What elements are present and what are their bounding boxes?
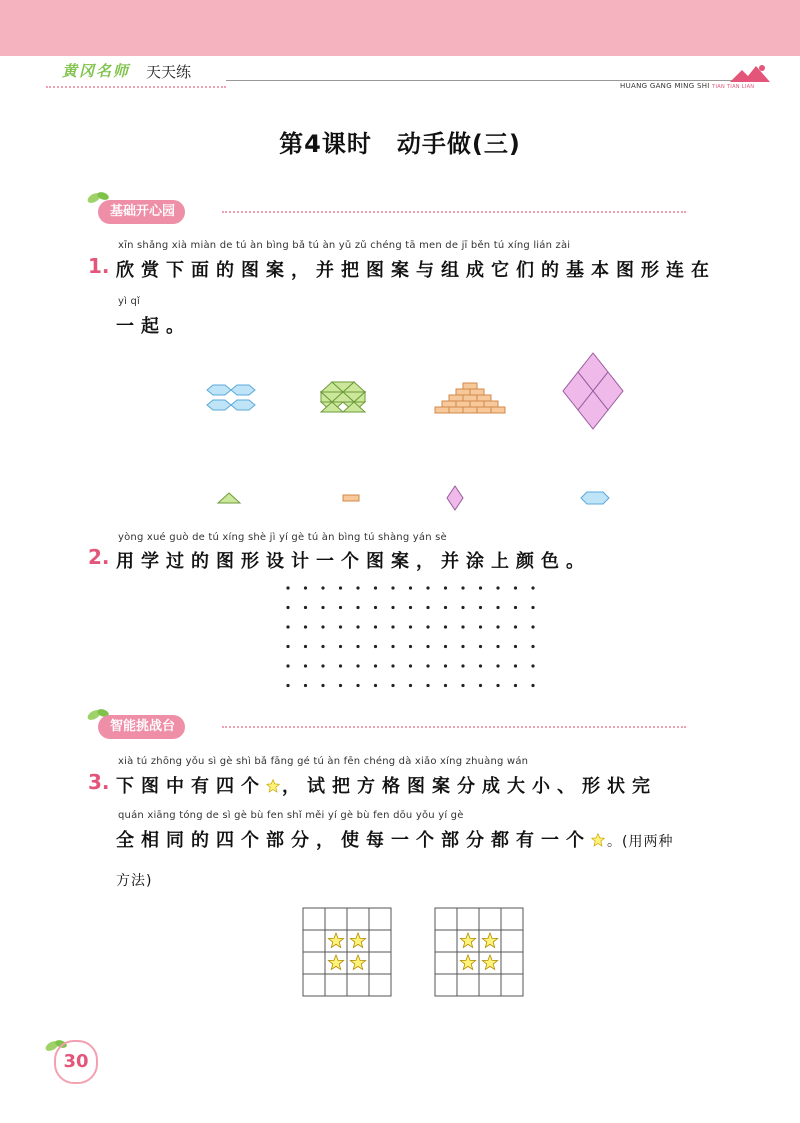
grid-dot [304,664,307,667]
grid-cell[interactable] [501,952,523,974]
grid-dot [356,625,359,628]
grid-dot [444,645,447,648]
grid-dot [531,606,534,609]
grid-dot [426,664,429,667]
grid-dot [321,586,324,589]
grid-cell[interactable] [303,908,325,930]
grid-dot [496,606,499,609]
grid-dot [426,586,429,589]
section-tag-basic: 基础开心园 [98,200,185,224]
basic-rectangle-shape [343,495,359,501]
brand-subtitle: 天天练 [146,63,192,81]
grid-dot [496,645,499,648]
grid-dot [286,586,289,589]
grid-cell[interactable] [501,908,523,930]
q1-text-line2: 一起。 [116,316,191,337]
grid-dot [391,645,394,648]
q3-text-line1-part2: ，试把方格图案分成大小、形状完 [282,776,657,797]
q3-text-line2-part1: 全相同的四个部分，使每一个部分都有一个 [116,830,591,851]
grid-cell[interactable] [435,930,457,952]
grid-dot [409,645,412,648]
grid-cell[interactable] [457,974,479,996]
grid-dot [409,586,412,589]
grid-dot [304,684,307,687]
q3-text-line2 [116,826,673,852]
grid-dot [531,625,534,628]
grid-dot [479,645,482,648]
top-pink-band [0,0,800,56]
grid-cell[interactable] [303,952,325,974]
grid-dot [356,684,359,687]
header-rule [226,80,766,81]
q3-number: 3. [88,770,110,794]
grid-cell[interactable] [435,952,457,974]
grid-dot [304,625,307,628]
pattern-triangles [321,382,365,412]
grid-dot [444,664,447,667]
q1-pinyin-line1: xīn shǎng xià miàn de tú àn bìng bǎ tú àn yǔ zǔ chéng tā men de jī běn tú xíng lián zài [118,240,571,251]
grid-dot [356,606,359,609]
grid-dot [356,664,359,667]
grid-dot [461,625,464,628]
grid-dot [374,606,377,609]
q2-number: 2. [88,545,110,569]
grid-dot [444,625,447,628]
grid-dot [444,586,447,589]
grid-dot [514,586,517,589]
grid-dot [496,625,499,628]
grid-dot [304,645,307,648]
grid-dot [391,606,394,609]
grid-dot [286,606,289,609]
grid-cell[interactable] [479,974,501,996]
section-tag-challenge: 智能挑战台 [98,715,185,739]
grid-dot [321,645,324,648]
grid-dot [461,586,464,589]
grid-dot [374,586,377,589]
grid-dot [321,684,324,687]
grid-dot [374,664,377,667]
page-title: 第4课时 动手做(三) [279,130,521,158]
grid-cell[interactable] [501,930,523,952]
q1-text-line1: 欣赏下面的图案，并把图案与组成它们的基本图形连在 [116,260,716,281]
brand-logo-text: 黄冈名师 [62,62,131,80]
pattern-rhombuses [563,353,623,429]
basic-triangle-shape [218,493,240,503]
grid-dot [531,684,534,687]
grid-dot [514,684,517,687]
header-english-main: HUANG GANG MING SHI [620,82,710,90]
section-divider [222,726,686,728]
section-divider [222,211,686,213]
grid-dot [339,645,342,648]
q1-number: 1. [88,254,110,278]
grid-dot [339,684,342,687]
grid-cell[interactable] [501,974,523,996]
grid-dot [286,684,289,687]
q1-pinyin-line2: yì qǐ [118,296,141,307]
grid-dot [479,664,482,667]
page-number: 30 [54,1040,98,1084]
grid-dot [461,664,464,667]
grid-dot [374,625,377,628]
grid-cell[interactable] [369,952,391,974]
grid-dot [461,684,464,687]
grid-dot [304,586,307,589]
grid-dot [426,625,429,628]
grid-dot [409,606,412,609]
grid-dot [391,684,394,687]
grid-dot [321,625,324,628]
grid-dot [479,586,482,589]
basic-rhombus-shape [447,486,463,510]
grid-cell[interactable] [325,974,347,996]
q2-text-line1: 用学过的图形设计一个图案，并涂上颜色。 [116,551,591,572]
grid-cell[interactable] [369,974,391,996]
grid-dot [426,645,429,648]
grid-dot [461,606,464,609]
grid-dot [339,664,342,667]
grid-dot [479,684,482,687]
grid-cell[interactable] [457,908,479,930]
grid-dot [426,684,429,687]
grid-dot [321,664,324,667]
header-english-small: TIAN TIAN LIAN [712,84,755,90]
grid-cell[interactable] [303,974,325,996]
grid-dot [391,664,394,667]
grid-dot [444,684,447,687]
q3-pinyin-line1: xià tú zhōng yǒu sì gè shì bǎ fāng gé tú àn fēn chéng dà xiǎo xíng zhuàng wán [118,756,529,767]
grid-dot [356,586,359,589]
grid-cell[interactable] [325,908,347,930]
grid-dot [444,606,447,609]
q3-pinyin-line2: quán xiāng tóng de sì gè bù fen shǐ měi yí gè bù fen dōu yǒu yí gè [118,810,464,821]
grid-cell[interactable] [303,930,325,952]
header-english [620,82,754,90]
grid-cell[interactable] [435,974,457,996]
grid-dot [286,664,289,667]
grid-dot [286,645,289,648]
pattern-bricks [435,383,505,413]
grid-cell[interactable] [369,930,391,952]
star-icon [266,779,280,793]
q3-text-line1 [116,772,657,798]
grid-cell[interactable] [479,908,501,930]
grid-dot [409,684,412,687]
grid-dot [409,625,412,628]
square-grid-1[interactable] [302,907,394,999]
grid-dot [531,586,534,589]
grid-cell[interactable] [369,908,391,930]
square-grid-2[interactable] [434,907,526,999]
grid-dot [531,645,534,648]
grid-dot [514,606,517,609]
grid-dot [356,645,359,648]
grid-dot [531,664,534,667]
basic-hexagon-shape [581,492,609,504]
grid-dot [479,606,482,609]
q3-text-line2-part2: 。(用两种 [607,834,674,850]
grid-dot [374,645,377,648]
grid-dot [514,664,517,667]
q3-text-line1-part1: 下图中有四个 [116,776,266,797]
grid-dot [496,664,499,667]
grid-dot [514,625,517,628]
q2-pinyin-line1: yòng xué guò de tú xíng shè jì yí gè tú àn bìng tú shàng yán sè [118,532,447,543]
grid-cell[interactable] [347,974,369,996]
grid-dot [409,664,412,667]
grid-dot [461,645,464,648]
grid-dot [496,684,499,687]
grid-cell[interactable] [347,908,369,930]
grid-dot [514,645,517,648]
dot-grid [283,583,543,693]
mountain-icon [730,62,770,82]
grid-dot [479,625,482,628]
grid-dot [496,586,499,589]
grid-dot [286,625,289,628]
grid-dot [339,625,342,628]
grid-dot [391,625,394,628]
pattern-hexagons [207,385,255,410]
q1-figures [195,345,635,515]
grid-dot [321,606,324,609]
star-icon [591,833,605,847]
grid-dot [304,606,307,609]
q3-text-line3: 方法) [116,873,153,889]
grid-dot [339,586,342,589]
grid-dot [374,684,377,687]
grid-dot [426,606,429,609]
grid-dot [391,586,394,589]
grid-cell[interactable] [435,908,457,930]
grid-dot [339,606,342,609]
brand-underline [46,86,226,88]
